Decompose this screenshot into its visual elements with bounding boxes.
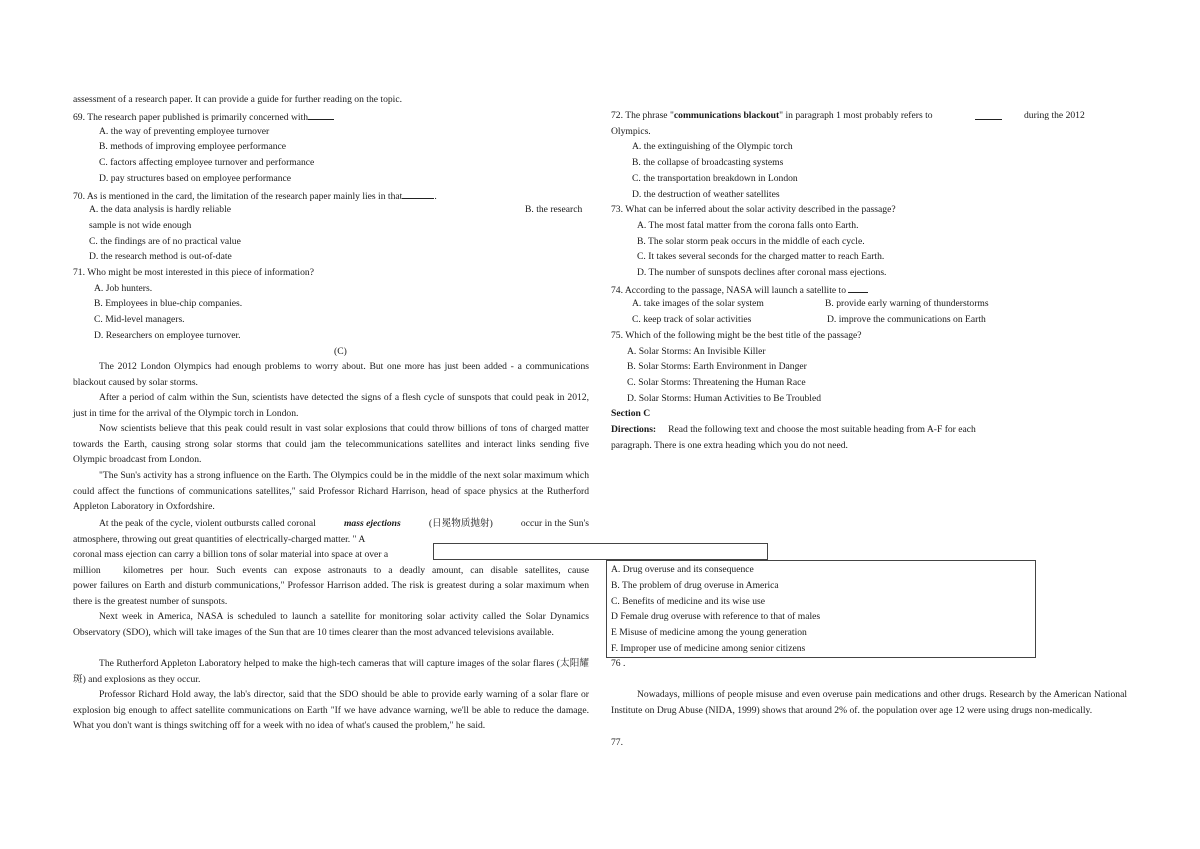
q73-option-c: C. It takes several seconds for the charged matter to reach Earth.: [637, 251, 885, 262]
passage-paragraph-5-line-2: atmosphere, throwing out great quantities of electrically-charged matter. " A: [73, 534, 366, 545]
passage-paragraph-4: "The Sun's activity has a strong influence on the Earth. The Olympics could be in the middle of the next solar maximum which could affect the functions of communications satellites," said Professor Richard Harrison, head of space physics at the Rutherford Appleton Laboratory in Oxfordshire.: [73, 470, 589, 513]
heading-option-b: B. The problem of drug overuse in America: [611, 580, 779, 591]
q72-stem-end: during the 2012: [1024, 110, 1085, 121]
passage-paragraph-8: Professor Richard Hold away, the lab's director, said that the SDO should be able to provide early warning of a solar flare or explosion big enough to affect satellite communications on Earth "If we have advance warning, we'll be able to reduce the damage. What you don't want is things switching off for a week with no idea of what's caused the problem," he said.: [73, 689, 589, 732]
q74-option-a: A. take images of the solar system: [632, 298, 764, 309]
q72-stem: 72. The phrase "communications blackout" in paragraph 1 most probably refers to: [611, 110, 933, 121]
section-heading: Section C: [611, 408, 651, 419]
q71-option-d: D. Researchers on employee turnover.: [94, 330, 241, 341]
directions-line-2: paragraph. There is one extra heading which you do not need.: [611, 440, 848, 451]
q75-option-c: C. Solar Storms: Threatening the Human Race: [627, 377, 806, 388]
q73-stem: 73. What can be inferred about the solar activity described in the passage?: [611, 204, 896, 215]
q72-blank: [975, 110, 1002, 124]
passage-paragraph-6: Next week in America, NASA is scheduled to launch a satellite for monitoring solar activity called the Solar Dynamics Observatory (SDO), which will take images of the Sun that are 10 times clearer than the most advanced televisions available.: [73, 611, 589, 638]
heading-option-a: A. Drug overuse and its consequence: [611, 564, 754, 575]
passage-paragraph-1: The 2012 London Olympics had enough problems to worry about. But one more has just been added - a communications blackout caused by solar storms.: [73, 361, 589, 388]
q75-stem: 75. Which of the following might be the best title of the passage?: [611, 330, 862, 341]
q74-option-c: C. keep track of solar activities: [632, 314, 752, 325]
q70-stem: 70. As is mentioned in the card, the limitation of the research paper mainly lies in that .: [73, 191, 437, 202]
q76-label: 76 .: [611, 658, 626, 669]
q73-option-a: A. The most fatal matter from the corona falls onto Earth.: [637, 220, 859, 231]
passage-paragraph-2: After a period of calm within the Sun, scientists have detected the signs of a flesh cycle of sunspots that could peak in 2012, just in time for the arrival of the Olympic torch in London.: [73, 392, 589, 419]
heading-option-c: C. Benefits of medicine and its wise use: [611, 596, 766, 607]
section-c-label: (C): [334, 346, 347, 357]
q70-option-c: C. the findings are of no practical value: [89, 236, 241, 247]
q72-option-a: A. the extinguishing of the Olympic torch: [632, 141, 793, 152]
heading-option-d: D Female drug overuse with reference to that of males: [611, 611, 821, 622]
q74-option-b: B. provide early warning of thunderstorms: [825, 298, 989, 309]
q73-option-d: D. The number of sunspots declines after coronal mass ejections.: [637, 267, 887, 278]
passage-paragraph-5-line-1: At the peak of the cycle, violent outbursts called coronal mass ejections (日冕物质抛射) occur in the Sun's: [99, 518, 589, 529]
q74-option-d: D. improve the communications on Earth: [827, 314, 986, 325]
q70-option-d: D. the research method is out-of-date: [89, 251, 232, 262]
q72-option-c: C. the transportation breakdown in London: [632, 173, 798, 184]
q71-option-b: B. Employees in blue-chip companies.: [94, 298, 243, 309]
passage-paragraph-5-line-4: kilometres per hour. Such events can expose astronauts to a deadly amount, can disable satellites, cause: [123, 565, 589, 576]
q74-stem: 74. According to the passage, NASA will launch a satellite to: [611, 283, 868, 297]
q75-option-b: B. Solar Storms: Earth Environment in Danger: [627, 361, 807, 372]
q69-stem: 69. The research paper published is primarily concerned with: [73, 110, 334, 124]
q70-option-b-cont: sample is not wide enough: [89, 220, 192, 231]
q69-option-b: B. methods of improving employee performance: [99, 141, 287, 152]
directions: Directions: Read the following text and choose the most suitable heading from A-F for each: [611, 424, 976, 435]
q71-option-a: A. Job hunters.: [94, 283, 153, 294]
q72-option-d: D. the destruction of weather satellites: [632, 189, 780, 200]
intro-line: assessment of a research paper. It can provide a guide for further reading on the topic.: [73, 94, 402, 105]
q69-option-a: A. the way of preventing employee turnover: [99, 126, 270, 137]
paragraph-76: Nowadays, millions of people misuse and even overuse pain medications and other drugs. Research by the American National Institute on Drug Abuse (NIDA, 1999) shows that around 2% of. the population over age 12 were using drugs non-medically.: [611, 689, 1127, 716]
answer-box: [433, 543, 768, 560]
passage-paragraph-3: Now scientists believe that this peak could result in vast solar explosions that could throw billions of tons of charged matter towards the Earth, causing strong solar storms that could jam the telecommunications satellites and interact links sending five Olympic broadcast from London.: [73, 423, 589, 466]
q70-option-b: B. the research: [525, 204, 583, 215]
q71-option-c: C. Mid-level managers.: [94, 314, 185, 325]
q73-option-b: B. The solar storm peak occurs in the middle of each cycle.: [637, 236, 865, 247]
q70-option-a: A. the data analysis is hardly reliable: [89, 204, 231, 215]
passage-paragraph-5-rest: power failures on Earth and disturb communications," Professor Harrison added. The risk is greatest during a solar maximum when there is the greatest number of sunspots.: [73, 580, 589, 607]
q72-option-b: B. the collapse of broadcasting systems: [632, 157, 784, 168]
q75-option-d: D. Solar Storms: Human Activities to Be Troubled: [627, 393, 822, 404]
passage-paragraph-5-line-4-start: million: [73, 565, 101, 576]
passage-paragraph-7: The Rutherford Appleton Laboratory helped to make the high-tech cameras that will capture images of the solar flares (太阳耀斑) and explosions as they occur.: [73, 658, 589, 685]
heading-option-f: F. Improper use of medicine among senior citizens: [611, 643, 806, 654]
passage-paragraph-5-line-3: coronal mass ejection can carry a billion tons of solar material into space at over a: [73, 549, 389, 560]
q77-label: 77.: [611, 737, 623, 748]
q72-stem-line-2: Olympics.: [611, 126, 651, 137]
q75-option-a: A. Solar Storms: An Invisible Killer: [627, 346, 766, 357]
q69-option-c: C. factors affecting employee turnover and performance: [99, 157, 315, 168]
heading-option-e: E Misuse of medicine among the young generation: [611, 627, 807, 638]
q71-stem: 71. Who might be most interested in this piece of information?: [73, 267, 314, 278]
q69-option-d: D. pay structures based on employee performance: [99, 173, 292, 184]
